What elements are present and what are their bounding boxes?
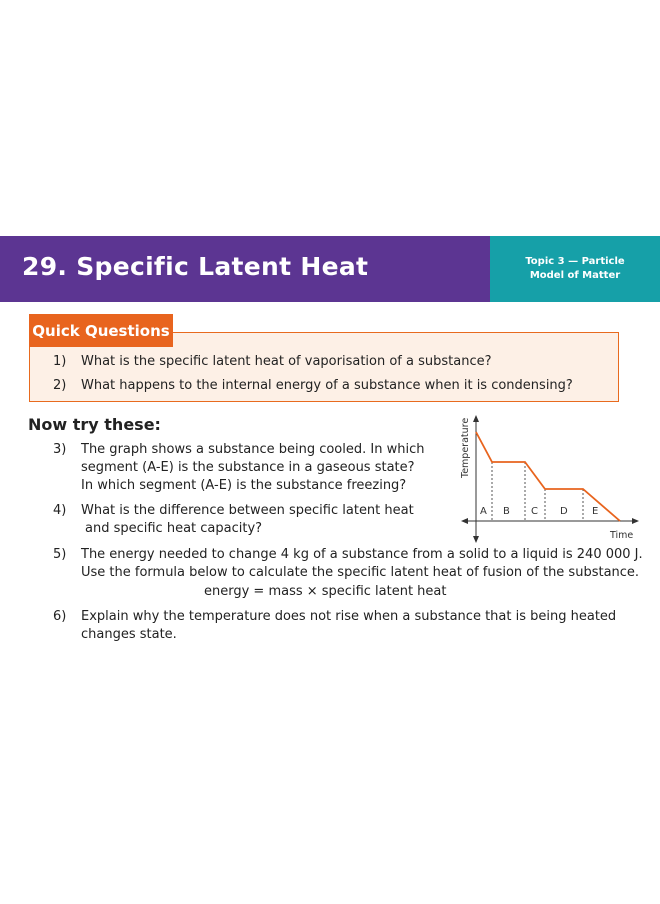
y-axis-arrow-icon (473, 415, 479, 422)
x-axis-arrow-left-icon (461, 518, 468, 524)
x-axis-label: Time (610, 530, 634, 541)
question-number: 1) (53, 354, 67, 369)
x-axis-arrow-icon (632, 518, 639, 524)
question-text: and specific heat capacity? (85, 521, 263, 536)
question-text: Explain why the temperature does not rise when a substance that is being heated (81, 609, 617, 624)
y-axis-arrow-down-icon (473, 536, 479, 543)
cooling-curve (476, 432, 620, 521)
question-text: The graph shows a substance being cooled. In which (81, 442, 425, 457)
question-text: segment (A-E) is the substance in a gaseous state? (81, 460, 415, 475)
topic-badge (490, 236, 660, 302)
question-text: What is the specific latent heat of vaporisation of a substance? (81, 354, 492, 369)
page-title: 29. Specific Latent Heat (22, 252, 369, 281)
question-number: 5) (53, 547, 67, 562)
segment-label-a: A (480, 506, 487, 517)
question-text: In which segment (A-E) is the substance freezing? (81, 478, 407, 493)
topic-line-1: Topic 3 — Particle (525, 256, 625, 267)
segment-label-b: B (503, 506, 510, 517)
segment-label-c: C (531, 506, 538, 517)
question-text: changes state. (81, 627, 177, 642)
quick-questions-heading: Quick Questions (29, 314, 173, 347)
now-try-heading: Now try these: (28, 415, 161, 434)
segment-label-d: D (560, 506, 568, 517)
question-number: 3) (53, 442, 67, 457)
topic-line-2: Model of Matter (529, 270, 621, 281)
question-number: 6) (53, 609, 67, 624)
question-text: What is the difference between specific latent heat (81, 503, 414, 518)
question-number: 4) (53, 503, 67, 518)
question-text: Use the formula below to calculate the specific latent heat of fusion of the substance. (81, 565, 640, 580)
question-text: What happens to the internal energy of a substance when it is condensing? (81, 378, 573, 393)
cooling-graph (455, 412, 645, 544)
y-axis-label: Temperature (460, 417, 471, 478)
question-text: The energy needed to change 4 kg of a substance from a solid to a liquid is 240 000 J. (81, 547, 643, 562)
question-number: 2) (53, 378, 67, 393)
formula: energy = mass × specific latent heat (204, 584, 447, 599)
segment-label-e: E (592, 506, 599, 517)
